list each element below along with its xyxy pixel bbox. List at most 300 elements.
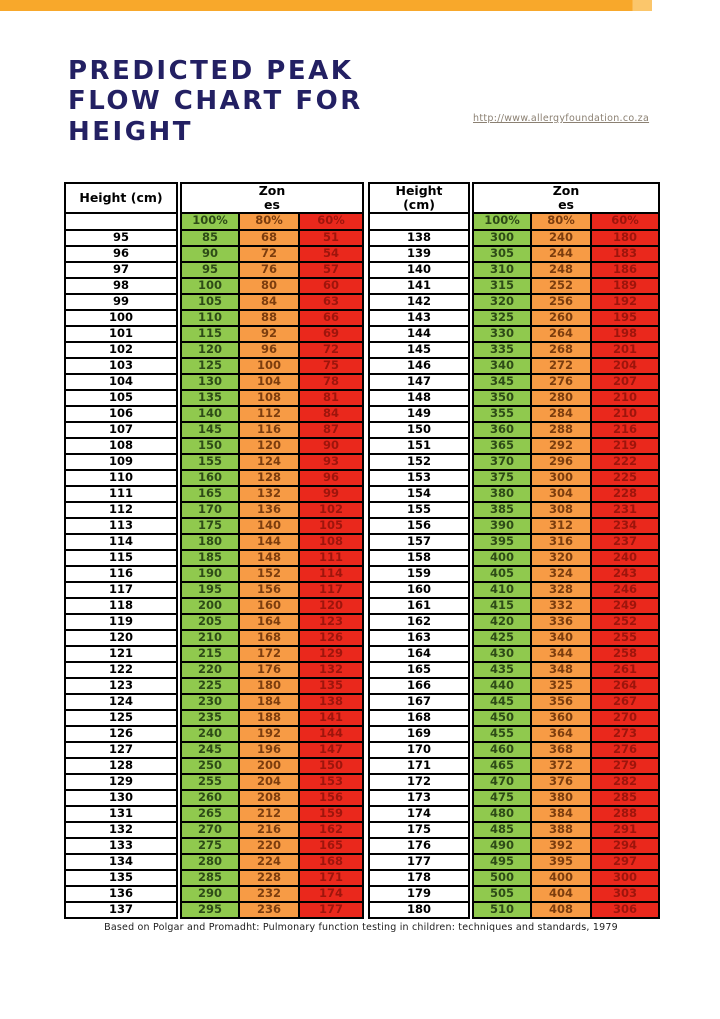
zone-100-cell: 230	[181, 694, 239, 710]
zone-80-cell: 248	[531, 262, 591, 278]
zone-60-cell: 252	[591, 614, 659, 630]
height-cell: 100	[65, 310, 177, 326]
zone-80-cell: 308	[531, 502, 591, 518]
source-note: Based on Polgar and Promadht: Pulmonary function testing in children: techniques and standards, 1979	[104, 922, 618, 933]
height-cell: 104	[65, 374, 177, 390]
zone-80-cell: 76	[239, 262, 299, 278]
height-cell: 177	[369, 854, 469, 870]
zone-60-cell: 153	[299, 774, 363, 790]
zone-100-cell: 85	[181, 230, 239, 246]
table-row	[65, 662, 659, 678]
height-cell: 153	[369, 470, 469, 486]
height-cell: 118	[65, 598, 177, 614]
zone-labels-row	[65, 213, 659, 230]
zone-100-cell: 390	[473, 518, 531, 534]
table-row	[65, 630, 659, 646]
zone-60-cell: 222	[591, 454, 659, 470]
zone-80-cell: 68	[239, 230, 299, 246]
height-cell: 125	[65, 710, 177, 726]
zone-80-cell: 84	[239, 294, 299, 310]
height-cell: 152	[369, 454, 469, 470]
zone-80-cell: 236	[239, 902, 299, 918]
height-cell: 102	[65, 342, 177, 358]
table-header-row	[65, 183, 659, 213]
zone-60-cell: 156	[299, 790, 363, 806]
table-row	[65, 614, 659, 630]
height-cell: 110	[65, 470, 177, 486]
height-cell: 108	[65, 438, 177, 454]
height-cell: 142	[369, 294, 469, 310]
height-cell: 170	[369, 742, 469, 758]
height-cell: 178	[369, 870, 469, 886]
zone-60-cell: 246	[591, 582, 659, 598]
zone-100-cell: 480	[473, 806, 531, 822]
height-cell: 158	[369, 550, 469, 566]
zone-60-cell: 144	[299, 726, 363, 742]
zone-80-cell: 116	[239, 422, 299, 438]
peak-flow-table	[64, 182, 660, 919]
zone-100-cell: 325	[473, 310, 531, 326]
table-row	[65, 822, 659, 838]
height-cell: 174	[369, 806, 469, 822]
zone-60-cell: 270	[591, 710, 659, 726]
zone-60-cell: 195	[591, 310, 659, 326]
zone-80-cell: 296	[531, 454, 591, 470]
table-row	[65, 582, 659, 598]
zone-60-cell: 87	[299, 422, 363, 438]
zone-80-cell: 280	[531, 390, 591, 406]
height-cell: 166	[369, 678, 469, 694]
zone-60-cell: 219	[591, 438, 659, 454]
height-cell: 98	[65, 278, 177, 294]
zone-80-cell: 292	[531, 438, 591, 454]
table-row	[65, 262, 659, 278]
height-cell: 123	[65, 678, 177, 694]
height-cell: 151	[369, 438, 469, 454]
height-cell: 140	[369, 262, 469, 278]
height-cell: 112	[65, 502, 177, 518]
table-row	[65, 358, 659, 374]
zone-80-cell: 88	[239, 310, 299, 326]
zone-100-cell: 185	[181, 550, 239, 566]
zone-60-cell: 120	[299, 598, 363, 614]
height-cell: 121	[65, 646, 177, 662]
height-cell: 117	[65, 582, 177, 598]
zone-80-cell: 172	[239, 646, 299, 662]
height-cell: 175	[369, 822, 469, 838]
zone-100-cell: 495	[473, 854, 531, 870]
height-cell: 145	[369, 342, 469, 358]
table-row	[65, 886, 659, 902]
zone-100-cell: 120	[181, 342, 239, 358]
height-cell: 160	[369, 582, 469, 598]
zone-60-cell: 243	[591, 566, 659, 582]
zone-100-cell: 355	[473, 406, 531, 422]
zone-100-cell: 150	[181, 438, 239, 454]
zone-label-100: 100%	[473, 213, 531, 230]
zone-80-cell: 268	[531, 342, 591, 358]
table-row	[65, 294, 659, 310]
zone-100-cell: 260	[181, 790, 239, 806]
zone-80-cell: 176	[239, 662, 299, 678]
zone-80-cell: 384	[531, 806, 591, 822]
table-row	[65, 534, 659, 550]
zone-60-cell: 117	[299, 582, 363, 598]
zone-100-cell: 315	[473, 278, 531, 294]
height-cell: 101	[65, 326, 177, 342]
zone-100-cell: 435	[473, 662, 531, 678]
zone-100-cell: 475	[473, 790, 531, 806]
zone-80-cell: 224	[239, 854, 299, 870]
zone-100-cell: 105	[181, 294, 239, 310]
zone-80-cell: 395	[531, 854, 591, 870]
zone-80-cell: 316	[531, 534, 591, 550]
zone-60-cell: 63	[299, 294, 363, 310]
zone-100-cell: 145	[181, 422, 239, 438]
zone-60-cell: 150	[299, 758, 363, 774]
height-cell: 132	[65, 822, 177, 838]
zone-100-cell: 420	[473, 614, 531, 630]
zone-60-cell: 237	[591, 534, 659, 550]
zone-60-cell: 183	[591, 246, 659, 262]
zone-80-cell: 120	[239, 438, 299, 454]
zone-100-cell: 425	[473, 630, 531, 646]
height-cell: 131	[65, 806, 177, 822]
zone-60-cell: 57	[299, 262, 363, 278]
zone-100-cell: 155	[181, 454, 239, 470]
table-row	[65, 726, 659, 742]
height-cell: 105	[65, 390, 177, 406]
height-cell: 171	[369, 758, 469, 774]
height-cell: 109	[65, 454, 177, 470]
height-cell: 114	[65, 534, 177, 550]
zone-100-cell: 220	[181, 662, 239, 678]
table-body	[65, 230, 659, 918]
zone-60-cell: 201	[591, 342, 659, 358]
height-cell: 137	[65, 902, 177, 918]
table-row	[65, 806, 659, 822]
table-row	[65, 486, 659, 502]
zone-80-cell: 148	[239, 550, 299, 566]
zone-80-cell: 312	[531, 518, 591, 534]
zone-60-cell: 90	[299, 438, 363, 454]
height-cell: 106	[65, 406, 177, 422]
zone-100-cell: 165	[181, 486, 239, 502]
table-row	[65, 246, 659, 262]
table-row	[65, 694, 659, 710]
height-cell: 154	[369, 486, 469, 502]
height-cell: 164	[369, 646, 469, 662]
height-cell: 122	[65, 662, 177, 678]
zone-80-cell: 276	[531, 374, 591, 390]
zone-60-cell: 159	[299, 806, 363, 822]
zone-100-cell: 460	[473, 742, 531, 758]
zone-60-cell: 171	[299, 870, 363, 886]
zone-80-cell: 144	[239, 534, 299, 550]
table-row	[65, 678, 659, 694]
height-cell: 103	[65, 358, 177, 374]
zone-80-cell: 168	[239, 630, 299, 646]
zone-100-cell: 125	[181, 358, 239, 374]
zone-80-cell: 208	[239, 790, 299, 806]
zone-100-cell: 395	[473, 534, 531, 550]
table-row	[65, 854, 659, 870]
zone-60-cell: 279	[591, 758, 659, 774]
zone-100-cell: 275	[181, 838, 239, 854]
zone-60-cell: 141	[299, 710, 363, 726]
zone-100-cell: 265	[181, 806, 239, 822]
zone-label-80: 80%	[239, 213, 299, 230]
zone-60-cell: 207	[591, 374, 659, 390]
zone-60-cell: 51	[299, 230, 363, 246]
zone-80-cell: 192	[239, 726, 299, 742]
height-cell: 133	[65, 838, 177, 854]
zone-80-cell: 108	[239, 390, 299, 406]
height-header-right: Height (cm)	[369, 183, 469, 213]
zone-100-cell: 340	[473, 358, 531, 374]
table-row	[65, 310, 659, 326]
zone-80-cell: 392	[531, 838, 591, 854]
zone-60-cell: 93	[299, 454, 363, 470]
zone-100-cell: 415	[473, 598, 531, 614]
zone-80-cell: 400	[531, 870, 591, 886]
height-cell: 96	[65, 246, 177, 262]
zone-60-cell: 66	[299, 310, 363, 326]
height-cell: 165	[369, 662, 469, 678]
zone-80-cell: 136	[239, 502, 299, 518]
zone-60-cell: 288	[591, 806, 659, 822]
zone-80-cell: 196	[239, 742, 299, 758]
zone-60-cell: 177	[299, 902, 363, 918]
zone-80-cell: 92	[239, 326, 299, 342]
zone-80-cell: 164	[239, 614, 299, 630]
zone-60-cell: 300	[591, 870, 659, 886]
zone-80-cell: 204	[239, 774, 299, 790]
zone-80-cell: 328	[531, 582, 591, 598]
height-cell: 148	[369, 390, 469, 406]
zone-60-cell: 99	[299, 486, 363, 502]
zone-100-cell: 90	[181, 246, 239, 262]
height-cell: 147	[369, 374, 469, 390]
table-row	[65, 438, 659, 454]
height-cell: 138	[369, 230, 469, 246]
zone-60-cell: 60	[299, 278, 363, 294]
table-row	[65, 454, 659, 470]
page-title-line1: PREDICTED PEAK	[68, 56, 354, 86]
page-title-line3: HEIGHT	[68, 116, 194, 147]
zone-80-cell: 232	[239, 886, 299, 902]
zone-80-cell: 240	[531, 230, 591, 246]
zone-100-cell: 195	[181, 582, 239, 598]
zone-100-cell: 250	[181, 758, 239, 774]
table-row	[65, 870, 659, 886]
zone-60-cell: 204	[591, 358, 659, 374]
zone-80-cell: 260	[531, 310, 591, 326]
zone-100-cell: 510	[473, 902, 531, 918]
zone-100-cell: 110	[181, 310, 239, 326]
height-cell: 167	[369, 694, 469, 710]
zone-60-cell: 210	[591, 406, 659, 422]
zone-100-cell: 500	[473, 870, 531, 886]
height-cell: 136	[65, 886, 177, 902]
zone-60-cell: 180	[591, 230, 659, 246]
source-link[interactable]: http://www.allergyfoundation.co.za	[473, 113, 650, 124]
zone-100-cell: 295	[181, 902, 239, 918]
zone-60-cell: 231	[591, 502, 659, 518]
height-cell: 162	[369, 614, 469, 630]
zone-60-cell: 276	[591, 742, 659, 758]
zone-100-cell: 255	[181, 774, 239, 790]
zone-80-cell: 348	[531, 662, 591, 678]
zone-80-cell: 324	[531, 566, 591, 582]
zone-100-cell: 245	[181, 742, 239, 758]
zone-100-cell: 300	[473, 230, 531, 246]
table-row	[65, 374, 659, 390]
zone-60-cell: 105	[299, 518, 363, 534]
height-cell: 111	[65, 486, 177, 502]
zone-100-cell: 310	[473, 262, 531, 278]
zone-80-cell: 180	[239, 678, 299, 694]
height-cell: 124	[65, 694, 177, 710]
zone-60-cell: 129	[299, 646, 363, 662]
zone-80-cell: 320	[531, 550, 591, 566]
zone-60-cell: 165	[299, 838, 363, 854]
zone-label-60: 60%	[591, 213, 659, 230]
zone-80-cell: 368	[531, 742, 591, 758]
zone-80-cell: 112	[239, 406, 299, 422]
table-row	[65, 502, 659, 518]
zone-80-cell: 408	[531, 902, 591, 918]
table-row	[65, 566, 659, 582]
zone-100-cell: 505	[473, 886, 531, 902]
height-cell: 126	[65, 726, 177, 742]
zone-60-cell: 108	[299, 534, 363, 550]
zone-60-cell: 132	[299, 662, 363, 678]
zone-80-cell: 272	[531, 358, 591, 374]
height-cell: 113	[65, 518, 177, 534]
zone-80-cell: 152	[239, 566, 299, 582]
zone-100-cell: 370	[473, 454, 531, 470]
height-cell: 150	[369, 422, 469, 438]
height-cell: 95	[65, 230, 177, 246]
zone-80-cell: 184	[239, 694, 299, 710]
table-row	[65, 326, 659, 342]
zone-60-cell: 267	[591, 694, 659, 710]
height-cell: 130	[65, 790, 177, 806]
zone-100-cell: 235	[181, 710, 239, 726]
zone-60-cell: 282	[591, 774, 659, 790]
table-row	[65, 790, 659, 806]
height-cell: 180	[369, 902, 469, 918]
height-cell: 120	[65, 630, 177, 646]
table-row	[65, 470, 659, 486]
zone-100-cell: 135	[181, 390, 239, 406]
height-cell: 156	[369, 518, 469, 534]
zone-100-cell: 210	[181, 630, 239, 646]
zone-100-cell: 240	[181, 726, 239, 742]
zone-60-cell: 285	[591, 790, 659, 806]
zone-60-cell: 54	[299, 246, 363, 262]
zone-80-cell: 336	[531, 614, 591, 630]
zone-100-cell: 445	[473, 694, 531, 710]
height-cell: 157	[369, 534, 469, 550]
zone-100-cell: 175	[181, 518, 239, 534]
zone-60-cell: 273	[591, 726, 659, 742]
zone-100-cell: 430	[473, 646, 531, 662]
zone-80-cell: 256	[531, 294, 591, 310]
zone-60-cell: 174	[299, 886, 363, 902]
zone-60-cell: 168	[299, 854, 363, 870]
zone-100-cell: 410	[473, 582, 531, 598]
height-cell: 169	[369, 726, 469, 742]
accent-bar	[0, 0, 652, 11]
zone-100-cell: 170	[181, 502, 239, 518]
zone-80-cell: 96	[239, 342, 299, 358]
zone-60-cell: 111	[299, 550, 363, 566]
height-cell: 129	[65, 774, 177, 790]
height-cell: 168	[369, 710, 469, 726]
zone-80-cell: 160	[239, 598, 299, 614]
height-cell: 159	[369, 566, 469, 582]
zone-60-cell: 261	[591, 662, 659, 678]
zone-80-cell: 104	[239, 374, 299, 390]
zone-100-cell: 360	[473, 422, 531, 438]
zone-60-cell: 69	[299, 326, 363, 342]
zone-100-cell: 160	[181, 470, 239, 486]
table-row	[65, 742, 659, 758]
zone-80-cell: 80	[239, 278, 299, 294]
zone-80-cell: 332	[531, 598, 591, 614]
table-row	[65, 902, 659, 918]
zone-80-cell: 340	[531, 630, 591, 646]
table-row	[65, 774, 659, 790]
zone-80-cell: 132	[239, 486, 299, 502]
table-row	[65, 518, 659, 534]
zone-60-cell: 255	[591, 630, 659, 646]
zone-60-cell: 240	[591, 550, 659, 566]
zone-80-cell: 344	[531, 646, 591, 662]
height-cell: 115	[65, 550, 177, 566]
zone-100-cell: 330	[473, 326, 531, 342]
table-row	[65, 598, 659, 614]
zone-100-cell: 115	[181, 326, 239, 342]
zone-60-cell: 291	[591, 822, 659, 838]
zone-100-cell: 455	[473, 726, 531, 742]
zone-100-cell: 465	[473, 758, 531, 774]
zone-80-cell: 188	[239, 710, 299, 726]
zone-80-cell: 124	[239, 454, 299, 470]
zone-80-cell: 72	[239, 246, 299, 262]
zone-80-cell: 140	[239, 518, 299, 534]
zone-60-cell: 210	[591, 390, 659, 406]
zone-100-cell: 400	[473, 550, 531, 566]
height-cell: 135	[65, 870, 177, 886]
zone-100-cell: 440	[473, 678, 531, 694]
zone-label-100: 100%	[181, 213, 239, 230]
zone-60-cell: 147	[299, 742, 363, 758]
zone-100-cell: 365	[473, 438, 531, 454]
height-cell: 161	[369, 598, 469, 614]
height-cell: 141	[369, 278, 469, 294]
zone-60-cell: 126	[299, 630, 363, 646]
zone-100-cell: 490	[473, 838, 531, 854]
zone-100-cell: 405	[473, 566, 531, 582]
height-cell: 99	[65, 294, 177, 310]
table-row	[65, 230, 659, 246]
zone-80-cell: 376	[531, 774, 591, 790]
zone-80-cell: 380	[531, 790, 591, 806]
zone-100-cell: 375	[473, 470, 531, 486]
